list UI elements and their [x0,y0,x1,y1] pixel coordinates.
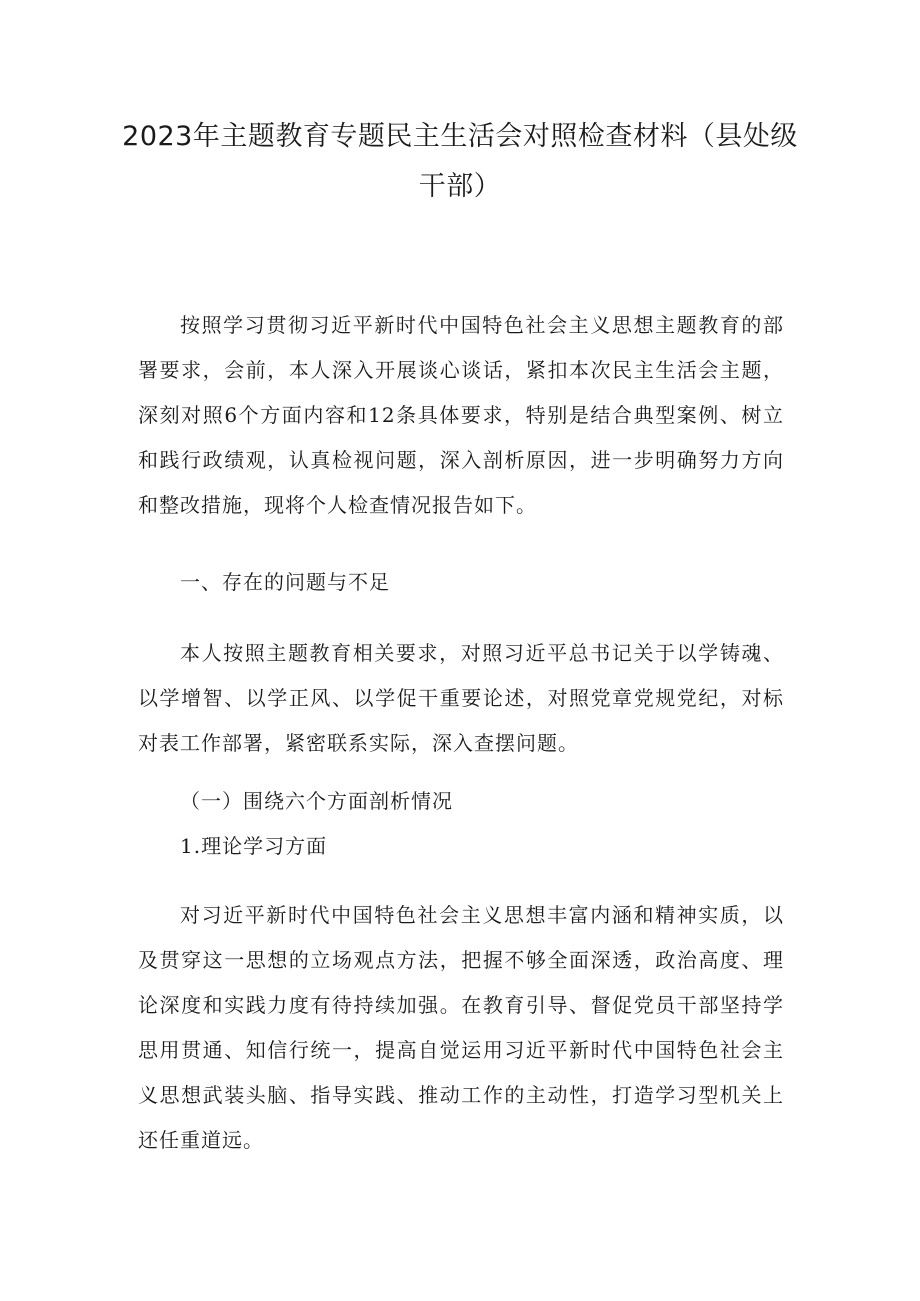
document-title: 2023年主题教育专题民主生活会对照检查材料（县处级干部） [122,121,798,202]
section-intro-paragraph: 本人按照主题教育相关要求，对照习近平总书记关于以学铸魂、以学增智、以学正风、以学促干重要论述，对照党章党规党纪，对标对表工作部署，紧密联系实际，深入查摆问题。 [138,641,784,755]
intro-paragraph: 按照学习贯彻习近平新时代中国特色社会主义思想主题教育的部署要求，会前，本人深入开展谈心谈话，紧扣本次民主生活会主题，深刻对照6个方面内容和12条具体要求，特别是结合典型案例、树立和践行政绩观，认真检视问题，深入剖析原因，进一步明确努力方向和整改措施，现将个人检查情况报告如下。 [138,313,784,517]
section-heading: 一、存在的问题与不足 [180,570,390,594]
item-heading: 1.理论学习方面 [180,834,328,858]
item-body-paragraph: 对习近平新时代中国特色社会主义思想丰富内涵和精神实质，以及贯穿这一思想的立场观点方法，把握不够全面深透，政治高度、理论深度和实践力度有待持续加强。在教育引导、督促党员干部坚持学思用贯通、知信行统一，提高自觉运用习近平新时代中国特色社会主义思想武装头脑、指导实践、推动工作的主动性，打造学习型机关上还任重道远。 [138,903,784,1152]
subsection-heading: （一）围绕六个方面剖析情况 [180,789,453,813]
